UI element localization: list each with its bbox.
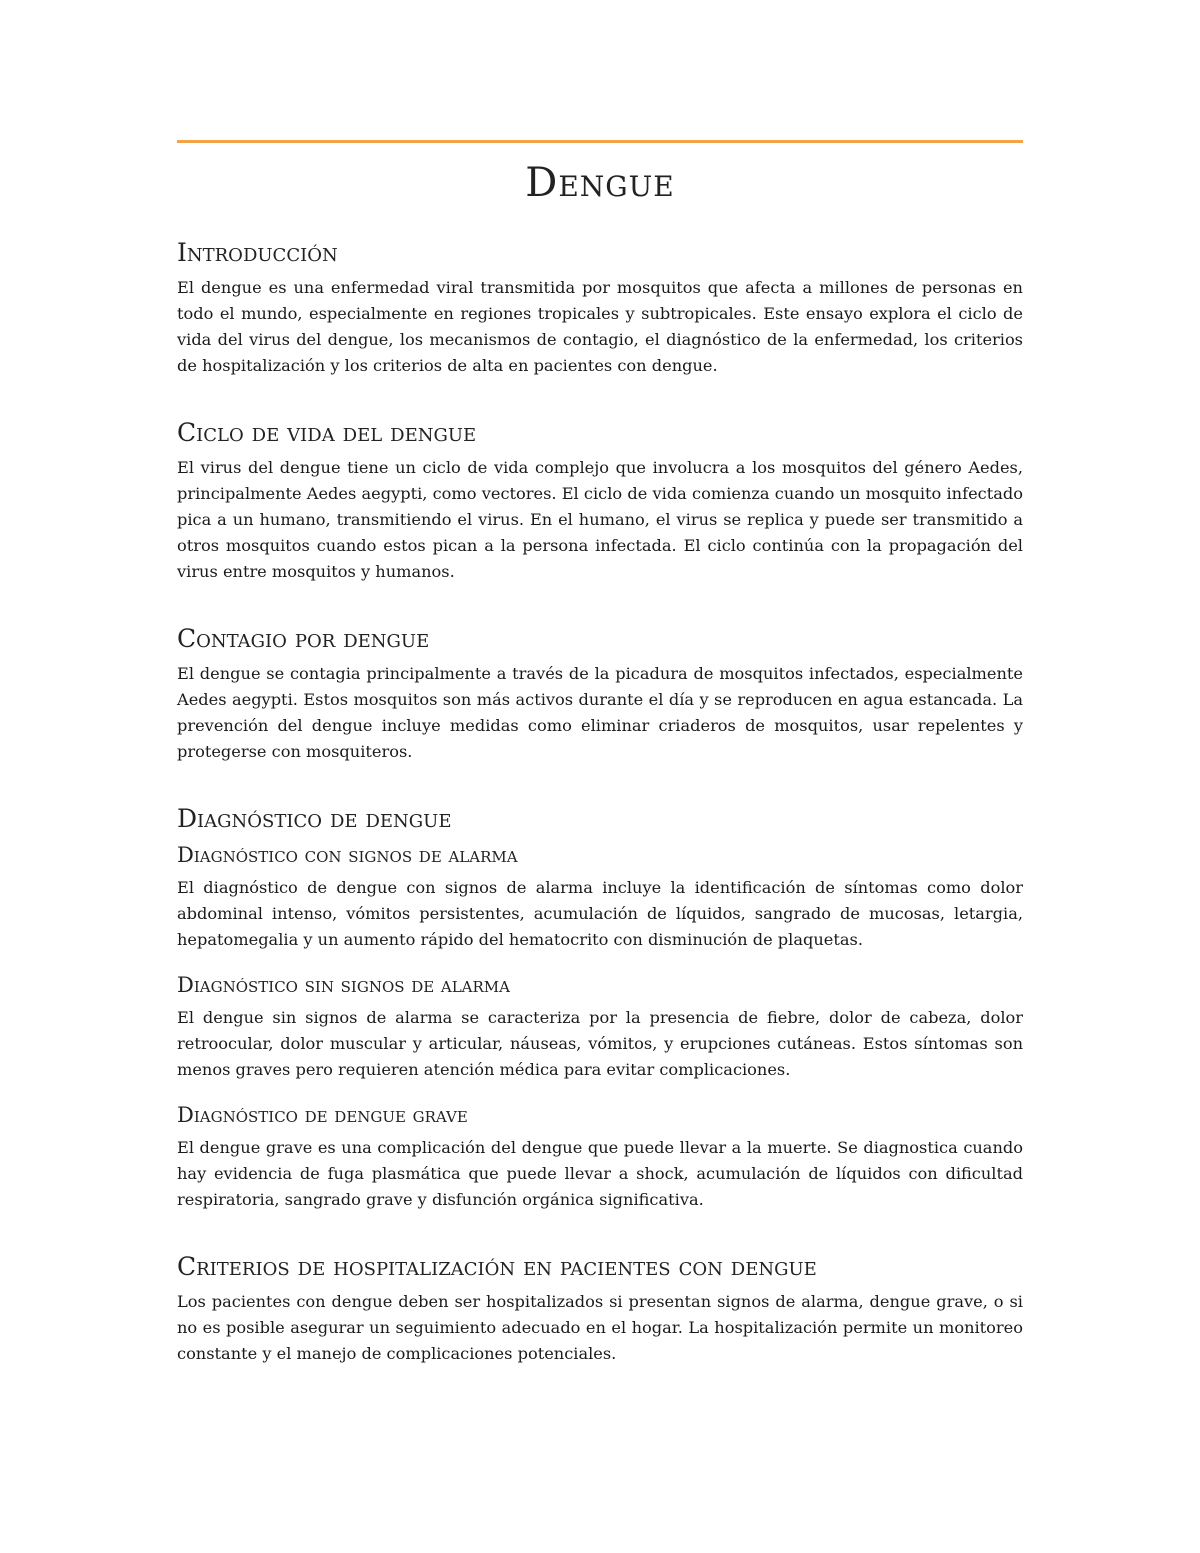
section-body-hospitalizacion: Los pacientes con dengue deben ser hospitalizados si presentan signos de alarma, dengue grave, o si no es posible asegurar un seguimiento adecuado en el hogar. La hospitalización permite un monitoreo constante y el manejo de complicaciones potenciales.	[177, 1292, 1023, 1363]
subsection-heading-sin-alarma: Diagnóstico sin signos de alarma	[177, 973, 510, 997]
section-heading-introduccion: Introducción	[177, 238, 338, 267]
title-rule	[177, 140, 1023, 143]
subsection-heading-con-alarma: Diagnóstico con signos de alarma	[177, 843, 518, 867]
section-heading-ciclo: Ciclo de vida del dengue	[177, 418, 477, 447]
section-heading-diagnostico: Diagnóstico de dengue	[177, 804, 452, 833]
section-body-introduccion: El dengue es una enfermedad viral transmitida por mosquitos que afecta a millones de personas en todo el mundo, especialmente en regiones tropicales y subtropicales. Este ensayo explora el ciclo de vida del virus del dengue, los mecanismos de contagio, el diagnóstico de la enfermedad, los criterios de hospitalización y los criterios de alta en pacientes con dengue.	[177, 278, 1023, 375]
section-heading-hospitalizacion: Criterios de hospitalización en pacientes con dengue	[177, 1252, 817, 1281]
subsection-body-con-alarma: El diagnóstico de dengue con signos de alarma incluye la identificación de síntomas como dolor abdominal intenso, vómitos persistentes, acumulación de líquidos, sangrado de mucosas, letargia, hepatomegalia y un aumento rápido del hematocrito con disminución de plaquetas.	[177, 878, 1023, 949]
section-body-contagio: El dengue se contagia principalmente a través de la picadura de mosquitos infectados, especialmente Aedes aegypti. Estos mosquitos son más activos durante el día y se reproducen en agua estancada. La prevención del dengue incluye medidas como eliminar criaderos de mosquitos, usar repelentes y protegerse con mosquiteros.	[177, 664, 1023, 761]
section-body-ciclo: El virus del dengue tiene un ciclo de vida complejo que involucra a los mosquitos del género Aedes, principalmente Aedes aegypti, como vectores. El ciclo de vida comienza cuando un mosquito infectado pica a un humano, transmitiendo el virus. En el humano, el virus se replica y puede ser transmitido a otros mosquitos cuando estos pican a la persona infectada. El ciclo continúa con la propagación del virus entre mosquitos y humanos.	[177, 458, 1023, 581]
document-title: Dengue	[525, 160, 675, 206]
subsection-body-sin-alarma: El dengue sin signos de alarma se caracteriza por la presencia de fiebre, dolor de cabeza, dolor retroocular, dolor muscular y articular, náuseas, vómitos, y erupciones cutáneas. Estos síntomas son menos graves pero requieren atención médica para evitar complicaciones.	[177, 1008, 1023, 1079]
section-heading-contagio: Contagio por dengue	[177, 624, 430, 653]
subsection-body-grave: El dengue grave es una complicación del dengue que puede llevar a la muerte. Se diagnostica cuando hay evidencia de fuga plasmática que puede llevar a shock, acumulación de líquidos con dificultad respiratoria, sangrado grave y disfunción orgánica significativa.	[177, 1138, 1023, 1209]
subsection-heading-grave: Diagnóstico de dengue grave	[177, 1103, 468, 1127]
document-page	[177, 140, 1023, 1367]
